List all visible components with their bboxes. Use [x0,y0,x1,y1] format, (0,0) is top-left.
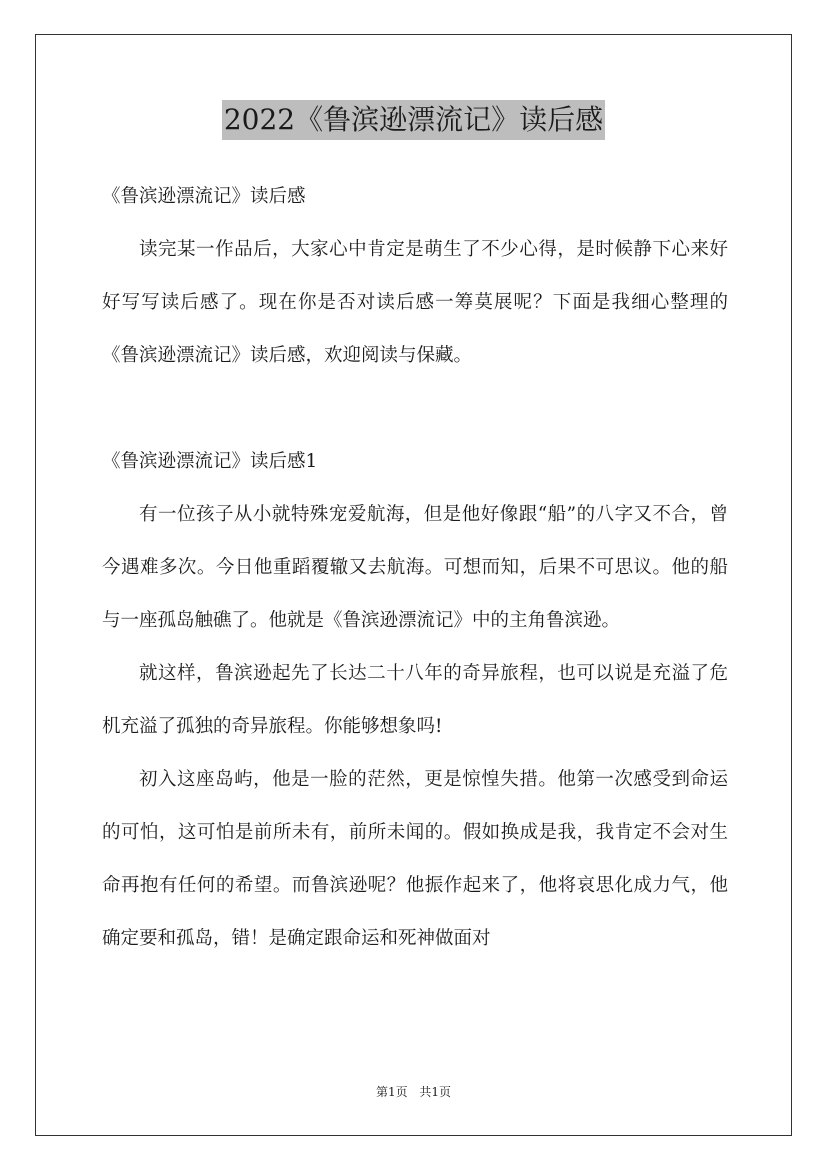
blank-line [102,382,728,435]
page-total: 共1页 [419,1085,452,1099]
paragraph: 有一位孩子从小就特殊宠爱航海，但是他好像跟“船”的八字又不合，曾今遇难多次。今日他重蹈覆辙又去航海。可想而知，后果不可思议。他的船与一座孤岛触礁了。他就是《鲁滨逊漂流记》中的主角鲁滨逊。 [102,504,728,631]
document-body [102,170,728,965]
section-heading: 《鲁滨逊漂流记》读后感 [102,186,306,207]
section-heading: 《鲁滨逊漂流记》读后感1 [102,451,318,472]
paragraph: 初入这座岛屿，他是一脸的茫然，更是惊惶失措。他第一次感受到命运的可怕，这可怕是前所未有，前所未闻的。假如换成是我，我肯定不会对生命再抱有任何的希望。而鲁滨逊呢？他振作起来了，他将哀思化成力气，他确定要和孤岛，错！是确定跟命运和死神做面对 [102,769,728,949]
page-number: 第1页 [375,1085,408,1099]
document-title-wrap [0,100,827,140]
page-footer [0,1083,827,1101]
paragraph: 读完某一作品后，大家心中肯定是萌生了不少心得，是时候静下心来好好写写读后感了。现在你是否对读后感一筹莫展呢？下面是我细心整理的《鲁滨逊漂流记》读后感，欢迎阅读与保藏。 [102,239,728,366]
paragraph: 就这样，鲁滨逊起先了长达二十八年的奇异旅程，也可以说是充溢了危机充溢了孤独的奇异旅程。你能够想象吗! [102,663,728,737]
document-title: 2022《鲁滨逊漂流记》读后感 [222,100,605,140]
